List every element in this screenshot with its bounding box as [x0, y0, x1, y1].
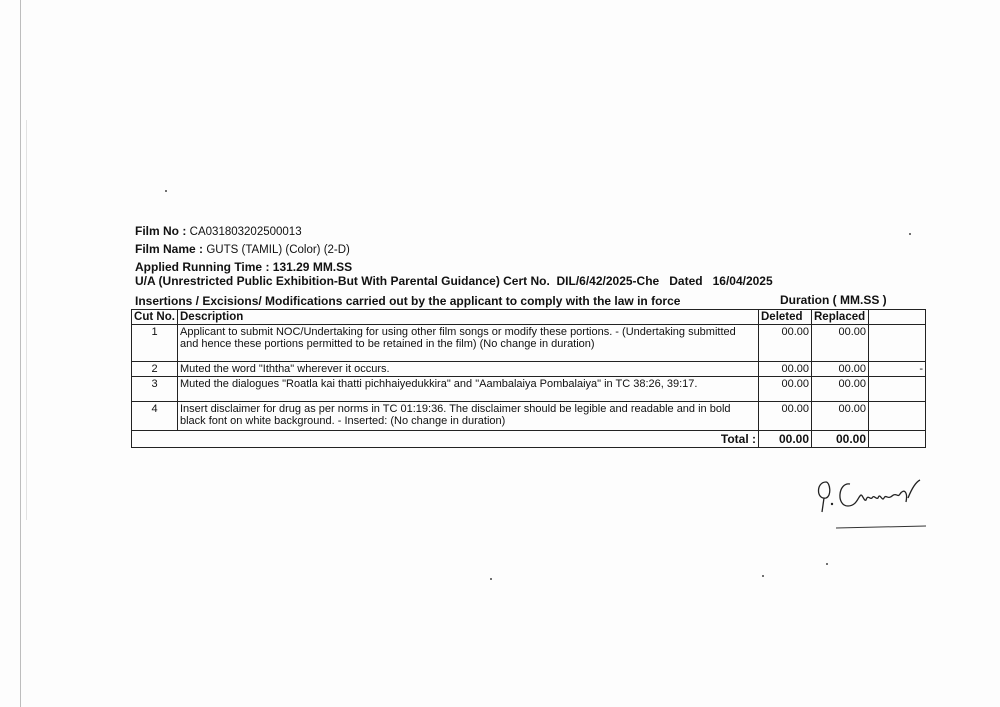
film-name-value: GUTS (TAMIL) (Color) (2-D) [206, 244, 350, 256]
dated-label: Dated [669, 274, 703, 288]
running-time-line [135, 260, 352, 274]
film-no-line [135, 224, 302, 238]
cell-deleted: 00.00 [759, 377, 812, 402]
total-label: Total : [132, 431, 759, 448]
total-row [132, 431, 926, 448]
cell-cut-no: 4 [132, 402, 178, 431]
cell-deleted: 00.00 [759, 362, 812, 377]
total-deleted: 00.00 [759, 431, 812, 448]
cell-description: Muted the word "Iththa" wherever it occurs. [178, 362, 759, 377]
total-replaced: 00.00 [812, 431, 869, 448]
cell-description: Applicant to submit NOC/Undertaking for using other film songs or modify these portions. - (Undertaking submitted and hence these portions permitted to be retained in the film) (No change in duration) [178, 325, 759, 362]
certificate-line [135, 274, 773, 288]
certificate-text: U/A (Unrestricted Public Exhibition-But With Parental Guidance) Cert No. [135, 274, 550, 288]
section-title [135, 294, 680, 308]
scan-edge-line [20, 0, 21, 707]
cell-extra [869, 325, 926, 362]
cell-deleted: 00.00 [759, 325, 812, 362]
cell-deleted: 00.00 [759, 402, 812, 431]
cell-cut-no: 2 [132, 362, 178, 377]
col-header-replaced: Replaced [812, 310, 869, 325]
col-header-blank [869, 310, 926, 325]
cell-extra [869, 377, 926, 402]
running-time-label: Applied Running Time : [135, 260, 270, 274]
scan-speck [762, 575, 764, 577]
running-time-value: 131.29 MM.SS [272, 260, 353, 274]
scan-speck [165, 190, 167, 192]
total-extra [869, 431, 926, 448]
table-row [132, 362, 926, 377]
cell-cut-no: 3 [132, 377, 178, 402]
cert-no-value: DIL/6/42/2025-Che [556, 274, 660, 288]
cell-description: Insert disclaimer for drug as per norms in TC 01:19:36. The disclaimer should be legible and readable and in bold black font on white background. - Inserted: (No change in duration) [178, 402, 759, 431]
col-header-deleted: Deleted [759, 310, 812, 325]
col-header-description: Description [178, 310, 759, 325]
scan-speck [909, 233, 911, 235]
table-row [132, 377, 926, 402]
film-name-label: Film Name : [135, 242, 204, 256]
table-header-row [132, 310, 926, 325]
film-no-label: Film No : [135, 224, 187, 238]
cell-replaced: 00.00 [812, 377, 869, 402]
signature-mark [812, 468, 932, 538]
duration-label: Duration ( MM.SS ) [780, 293, 887, 307]
cell-replaced: 00.00 [812, 325, 869, 362]
table-row [132, 402, 926, 431]
cell-replaced: 00.00 [812, 362, 869, 377]
scan-speck [490, 578, 492, 580]
cell-extra: - [869, 362, 926, 377]
scan-edge-line-faint [26, 120, 27, 520]
cuts-table [131, 309, 926, 448]
film-name-line [135, 242, 350, 256]
section-title-text: Insertions / Excisions/ Modifications carried out by the applicant to comply with the law in force [135, 294, 681, 308]
film-no-value: CA031803202500013 [189, 226, 302, 238]
cell-extra [869, 402, 926, 431]
table-row [132, 325, 926, 362]
cell-cut-no: 1 [132, 325, 178, 362]
cell-replaced: 00.00 [812, 402, 869, 431]
scan-speck [826, 563, 828, 565]
dated-value: 16/04/2025 [712, 274, 773, 288]
col-header-cut-no: Cut No. [132, 310, 178, 325]
cell-description: Muted the dialogues "Roatla kai thatti pichhaiyedukkira" and "Aambalaiya Pombalaiya" in TC 38:26, 39:17. [178, 377, 759, 402]
